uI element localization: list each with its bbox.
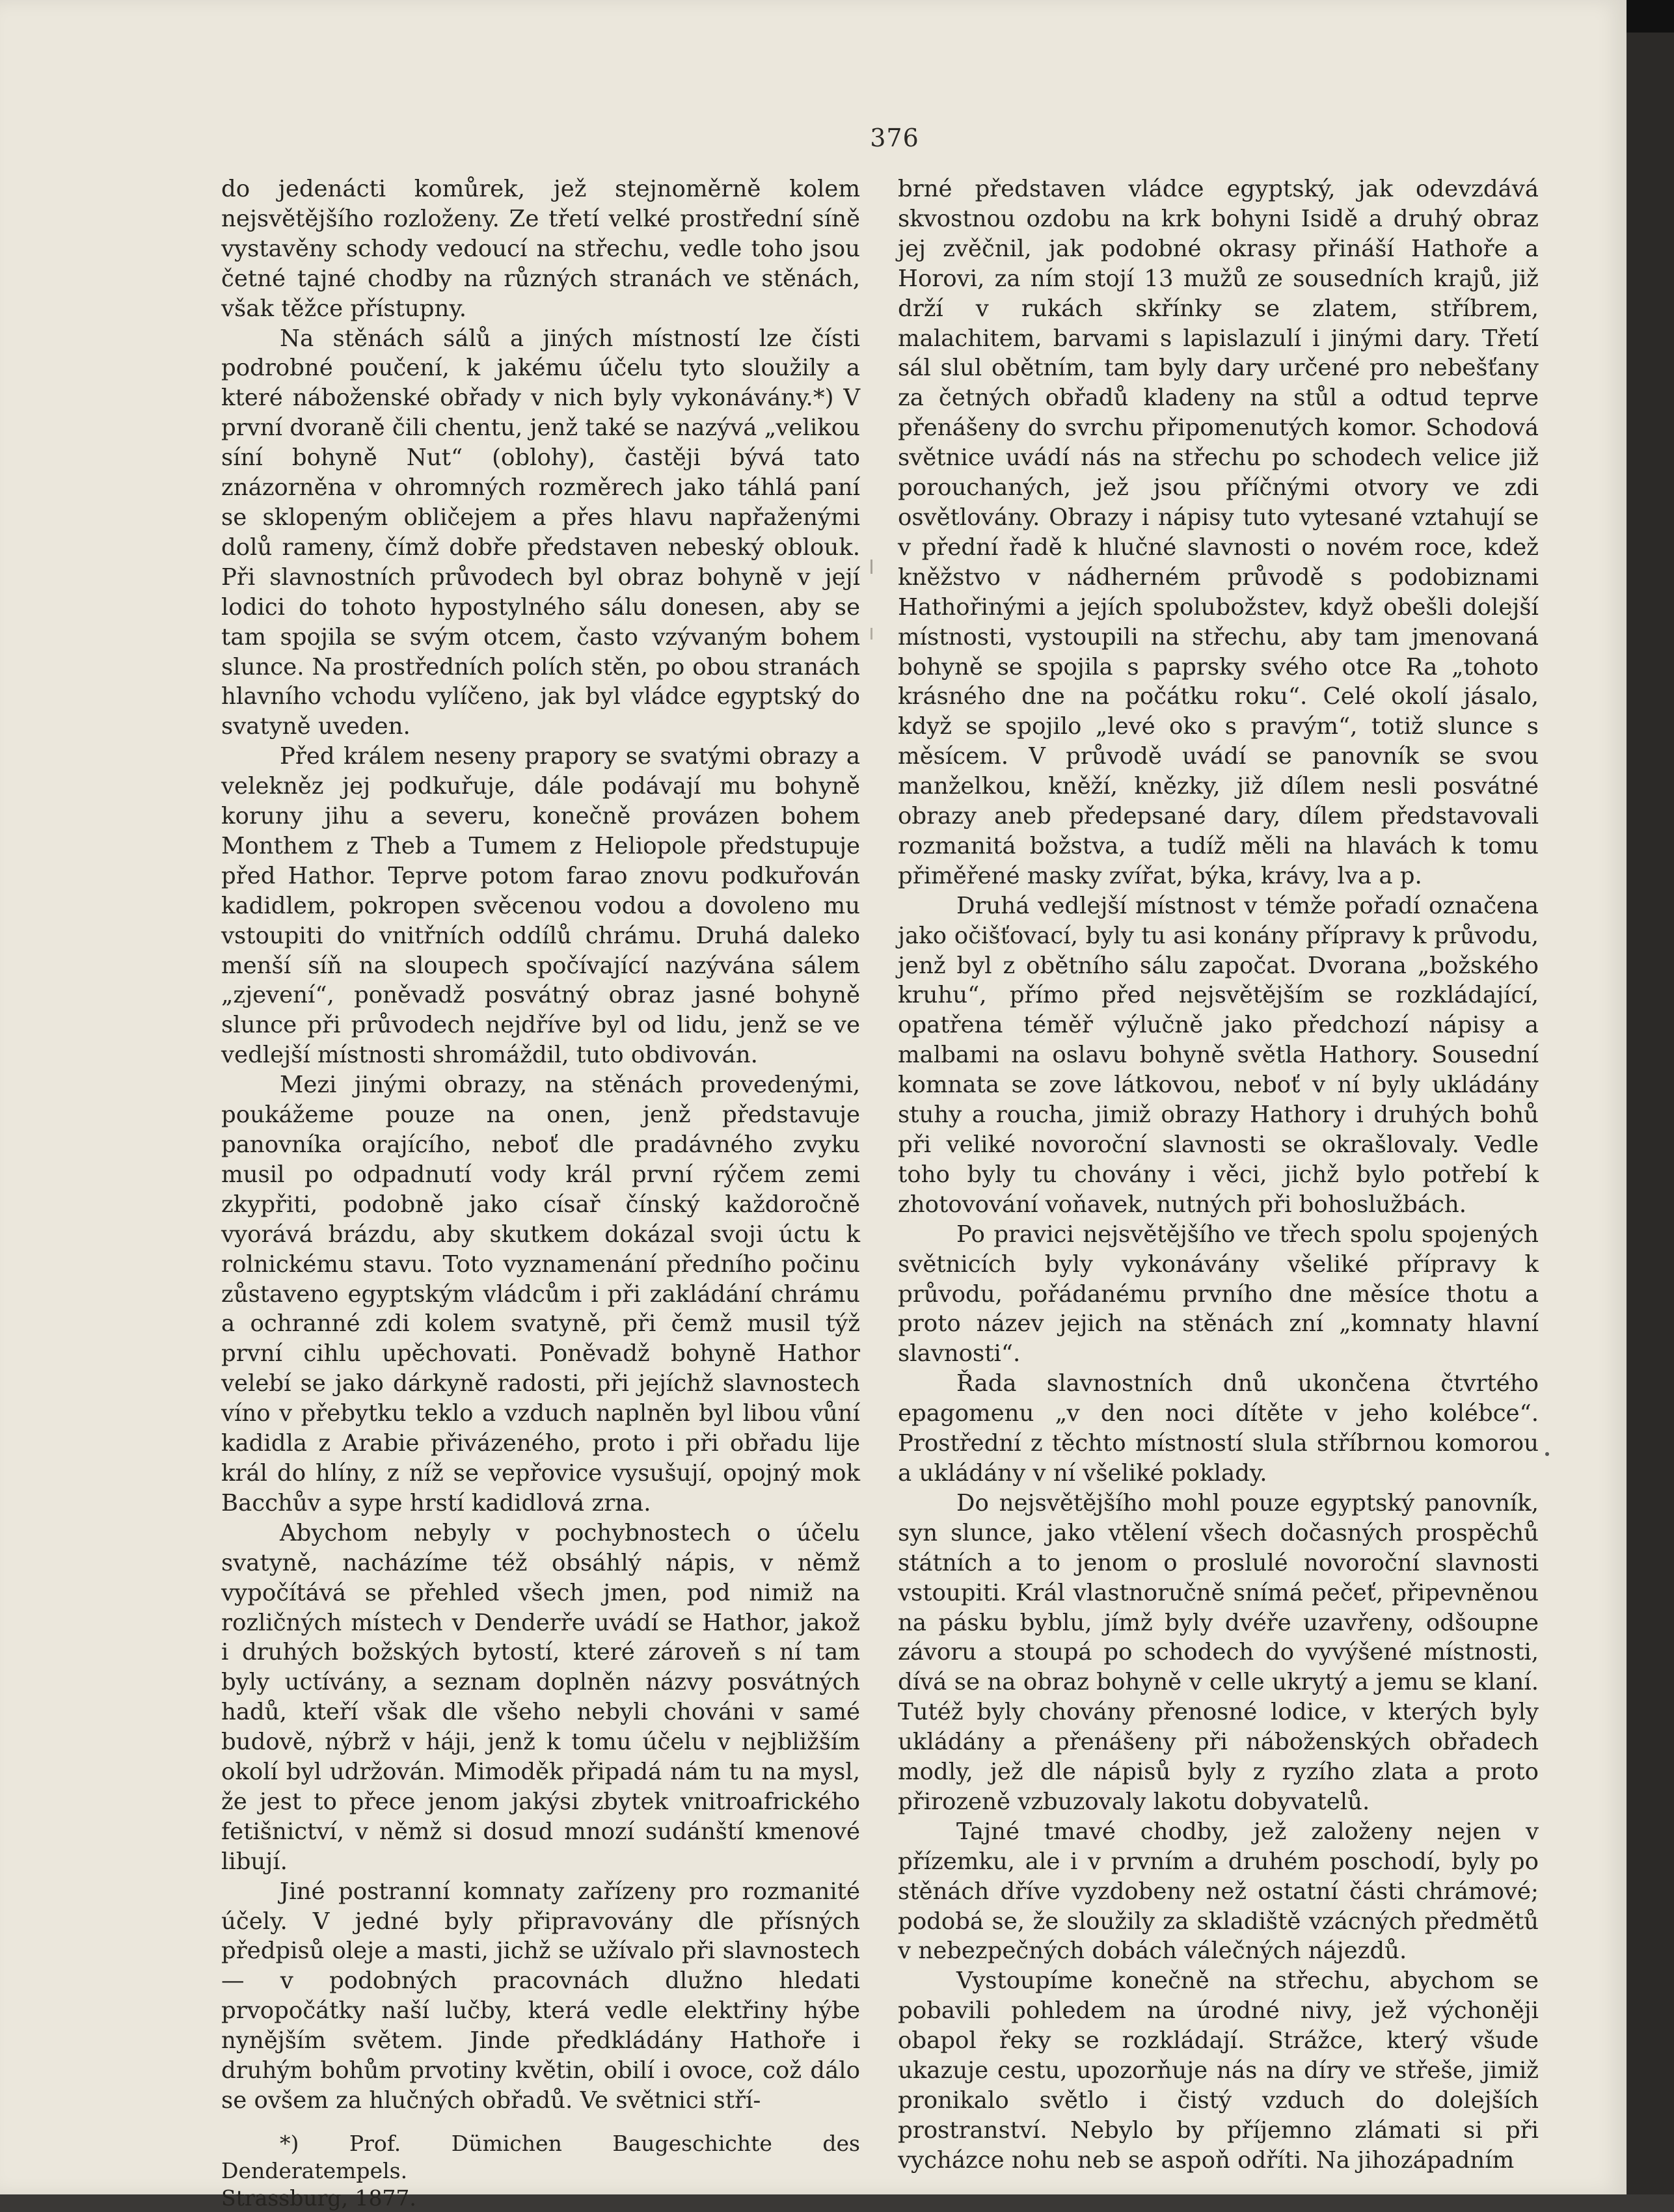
scan-background-edge <box>1620 0 1674 2194</box>
paragraph: Před králem neseny prapory se svatými obrazy a velekněz jej podkuřuje, dále podávají mu bohyně koruny jihu a severu, konečně provázen bohem Monthem z Theb a Tumem z Heliopole předstupuje před Hathor. Teprve potom farao znovu podkuřován kadidlem, pokropen svěcenou vodou a dovoleno mu vstoupiti do vnitřních oddílů chrámu. Druhá daleko menší síň na sloupech spočívající nazývána sálem „zjevení“, poněvadž posvátný obraz jasné bohyně slunce při průvodech nejdříve byl od lidu, jenž se ve vedlejší místnosti shromáždil, tuto obdivován. <box>221 743 860 1069</box>
paragraph: Do nejsvětějšího mohl pouze egyptský panovník, syn slunce, jako vtělení všech dočasných prospěchů státních a to jenom o proslulé novoroční slavnosti vstoupiti. Král vlastnoručně snímá pečeť, připevněnou na pásku byblu, jímž byly dvéře uzavřeny, odšoupne závoru a stoupá po schodech do vyvýšené místnosti, dívá se na obraz bohyně v celle ukrytý a jemu se klaní. Tutéž byly chovány přenosné lodice, v kterých byly ukládány a přenášeny při náboženských obřadech modly, jež dle nápisů byly z ryzího zlata a proto přirozeně vzbuzovaly lakotu dobyvatelů. <box>898 1489 1539 1815</box>
paragraph: Vystoupíme konečně na střechu, abychom se pobavili pohledem na úrodné nivy, jež výchoněji obapol řeky se rozkládají. Strážce, který všude ukazuje cestu, upozorňuje nás na díry ve střeše, jimiž pronikalo světlo i čistý vzduch do dolejších prostranství. Nebylo by příjemno zlámati si při vycházce nohu neb se aspoň odříti. Na jihozápadním <box>898 1967 1539 2174</box>
footnote-citation: *) Prof. Dümichen Baugeschichte des Denderatempels. <box>221 2130 860 2183</box>
paragraph: Jiné postranní komnaty zařízeny pro rozmanité účely. V jedné byly připravovány dle přísných předpisů oleje a masti, jichž se užívalo při slavnostech — v podobných pracovnách dlužno hledati prvopočátky naší lučby, která vedle elektřiny hýbe nynějším světem. Jinde předkládány Hathoře i druhým bohům prvotiny květin, obilí i ovoce, což dálo se ovšem za hlučných obřadů. Ve světnici stří- <box>221 1878 860 2114</box>
print-artifact-mark <box>871 628 872 640</box>
footnote-separator <box>221 2116 860 2125</box>
paragraph: Řada slavnostních dnů ukončena čtvrtého epagomenu „v den noci dítěte v jeho kolébce“. Prostřední z těchto místností slula stříbrnou komorou a ukládány v ní všeliké poklady. <box>898 1370 1539 1487</box>
footnote <box>221 2130 860 2212</box>
paragraph: brné představen vládce egyptský, jak odevzdává skvostnou ozdobu na krk bohyni Isidě a druhý obraz jej zvěčnil, jak podobné okrasy přináší Hathoře a Horovi, za ním stojí 13 mužů ze sousedních krajů, již drží v rukách skřínky se zlatem, stříbrem, malachitem, barvami s lapislazulí i jinými dary. Třetí sál slul obětním, tam byly dary určené pro nebešťany za četných obřadů kladeny na stůl a odtud teprve přenášeny do svrchu připomenutých komor. Schodová světnice uvádí nás na střechu po schodech velice již porouchaných, jež jsou příčnými otvory ve zdi osvětlovány. Obrazy i nápisy tuto vytesané vztahují se v přední řadě k hlučné slavnosti o novém roce, kdež kněžstvo v nádherném průvodě s podobiznami Hathořinými a jejích spolubožstev, když obešli dolejší místnosti, vystoupili na střechu, aby tam jmenovaná bohyně se spojila s paprsky svého otce Ra „tohoto krásného dne na počátku roku“. Celé okolí jásalo, když se spojilo „levé oko s pravým“, totiž slunce s měsícem. V průvodě uvádí se panovník se svou manželkou, kněží, knězky, již dílem nesli posvátné obrazy aneb předepsané dary, dílem představovali rozmanitá božstva, a tudíž měli na hlavách k tomu přiměřené masky zvířat, býka, krávy, lva a p. <box>898 176 1539 889</box>
paragraph: Druhá vedlejší místnost v témže pořadí označena jako očišťovací, byly tu asi konány přípravy k průvodu, jenž byl z obětního sálu započat. Dvorana „božského kruhu“, přímo před nejsvětějším se rozkládající, opatřena téměř výlučně jako předchozí nápisy a malbami na oslavu bohyně světla Hathory. Sousední komnata se zove látkovou, neboť v ní byly ukládány stuhy a roucha, jimiž obrazy Hathory i druhých bohů při veliké novoroční slavnosti se okrašlovaly. Vedle toho byly tu chovány i věci, jichž bylo potřebí k zhotovování voňavek, nutných při bohoslužbách. <box>898 892 1539 1218</box>
paragraph: Abychom nebyly v pochybnostech o účelu svatyně, nacházíme též obsáhlý nápis, v němž vypočítává se přehled všech jmen, pod nimiž na rozličných místech v Denderře uvádí se Hathor, jakož i druhých božských bytostí, které zároveň s ní tam byly uctívány, a seznam doplněn názvy posvátných hadů, kteří však dle všeho nebyli chováni v samé budově, nýbrž v háji, jenž k tomu účelu v nejbližším okolí byl udržován. Mimoděk připadá nám tu na mysl, že jest to přece jenom jakýsi zbytek vnitroafrického fetišnictví, v němž si dosud mnozí sudánští kmenové libují. <box>221 1519 860 1875</box>
print-artifact-mark <box>871 560 872 574</box>
paragraph: do jedenácti komůrek, jež stejnoměrně kolem nejsvětějšího rozloženy. Ze třetí velké prostřední síně vystavěny schody vedoucí na střechu, vedle toho jsou četné tajné chodby na různých stranách ve stěnách, však těžce přístupny. <box>221 176 860 322</box>
paragraph: Tajné tmavé chodby, jež založeny nejen v přízemku, ale i v prvním a druhém poschodí, byly po stěnách dříve vyzdobeny než ostatní části chrámové; podobá se, že sloužily za skladiště vzácných předmětů v nebezpečných dobách válečných nájezdů. <box>898 1818 1539 1965</box>
footnote-place-year: Strassburg, 1877. <box>221 2185 416 2211</box>
paragraph: Na stěnách sálů a jiných místností lze čísti podrobné poučení, k jakému účelu tyto sloužily a které náboženské obřady v nich byly vykonávány.*) V první dvoraně čili chentu, jenž také se nazývá „velikou síní bohyně Nut“ (oblohy), častěji bývá tato znázorněna v ohromných rozměrech jako táhlá paní se sklopeným obličejem a přes hlavu napřaženými dolů rameny, čímž dobře představen nebeský oblouk. Při slavnostních průvodech byl obraz bohyně v její lodici do tohoto hypostylného sálu donesen, aby se tam spojila se svým otcem, často vzývaným bohem slunce. Na prostředních polích stěn, po obou stranách hlavního vchodu vylíčeno, jak byl vládce egyptský do svatyně uveden. <box>221 325 860 740</box>
left-column <box>221 174 860 2212</box>
paragraph: Po pravici nejsvětějšího ve třech spolu spojených světnicích byly vykonávány všeliké přípravy k průvodu, pořádanému prvního dne měsíce thotu a proto název jejich na stěnách zní „komnaty hlavní slavnosti“. <box>898 1221 1539 1368</box>
page-number: 376 <box>870 124 919 152</box>
paragraph: Mezi jinými obrazy, na stěnách provedenými, poukážeme pouze na onen, jenž představuje panovníka orajícího, neboť dle pradávného zvyku musil po odpadnutí vody král první rýčem zemi zkypřiti, podobně jako císař čínský každoročně vyorává brázdu, aby skutkem dokázal svoji úctu k rolnickému stavu. Toto vyznamenání předního počinu zůstaveno egyptským vládcům i při zakládání chrámu a ochranné zdi kolem svatyně, při čemž musil týž první cihlu upěchovati. Poněvadž bohyně Hathor velebí se jako dárkyně radosti, při jejíchž slavnostech víno v přebytku teklo a vzduch naplněn byl libou vůní kadidla z Arabie přivázeného, proto i při obřadu lije král do hlíny, z níž se vepřovice vysušují, opojný mok Bacchův a sype hrstí kadidlová zrna. <box>221 1072 860 1517</box>
print-artifact-dot <box>1545 1452 1549 1456</box>
right-column <box>898 174 1539 2176</box>
